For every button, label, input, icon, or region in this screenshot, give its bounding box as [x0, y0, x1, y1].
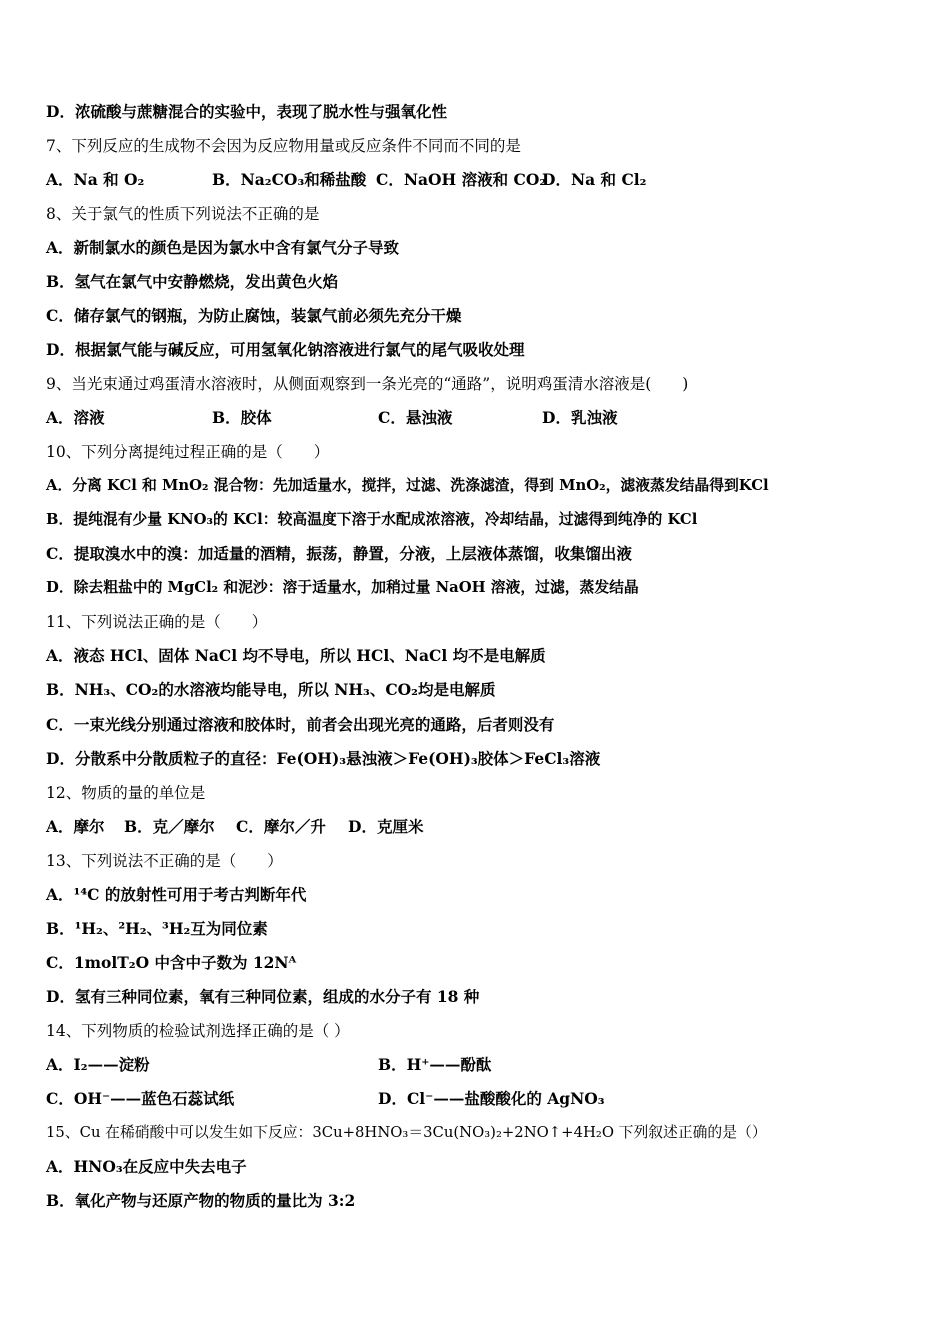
q11-stem: 11、下列说法正确的是（ ） — [46, 613, 268, 631]
q10-option-a: A．分离 KCl 和 MnO₂ 混合物：先加适量水，搅拌，过滤、洗涤滤渣，得到 MnO₂，滤液蒸发结晶得到KCl — [46, 477, 769, 494]
q7-option-d: D．Na 和 Cl₂ — [542, 170, 647, 189]
q14-option-c: C．OH⁻——蓝色石蕊试纸 — [46, 1089, 235, 1108]
q14-stem: 14、下列物质的检验试剂选择正确的是（ ） — [46, 1022, 350, 1040]
q7-option-a: A．Na 和 O₂ — [46, 170, 145, 189]
q8-option-a: A．新制氯水的颜色是因为氯水中含有氯气分子导致 — [46, 238, 400, 257]
q15-stem: 15、Cu 在稀硝酸中可以发生如下反应：3Cu+8HNO₃＝3Cu(NO₃)₂+2NO↑+4H₂O 下列叙述正确的是（） — [46, 1124, 767, 1141]
q12-option-a: A．摩尔 — [46, 817, 105, 836]
q14-option-d: D．Cl⁻——盐酸酸化的 AgNO₃ — [378, 1089, 605, 1108]
q14-option-a: A．I₂——淀粉 — [46, 1055, 150, 1074]
q12-option-b: B．克／摩尔 — [124, 817, 215, 836]
q8-option-d: D．根据氯气能与碱反应，可用氢氧化钠溶液进行氯气的尾气吸收处理 — [46, 340, 525, 359]
q10-option-c: C．提取溴水中的溴：加适量的酒精，振荡，静置，分液，上层液体蒸馏，收集馏出液 — [46, 544, 632, 563]
q9-stem: 9、当光束通过鸡蛋清水溶液时，从侧面观察到一条光亮的“通路”，说明鸡蛋清水溶液是( ) — [46, 375, 689, 393]
q11-option-c: C．一束光线分别通过溶液和胶体时，前者会出现光亮的通路，后者则没有 — [46, 715, 555, 734]
q11-option-a: A．液态 HCl、固体 NaCl 均不导电，所以 HCl、NaCl 均不是电解质 — [46, 646, 546, 665]
q12-option-d: D．克厘米 — [348, 817, 424, 836]
q8-option-c: C．储存氯气的钢瓶，为防止腐蚀，装氯气前必须先充分干燥 — [46, 306, 462, 325]
q9-option-b: B．胶体 — [212, 408, 272, 427]
q7-option-c: C．NaOH 溶液和 CO₂ — [376, 170, 547, 189]
q9-option-c: C．悬浊液 — [378, 408, 453, 427]
q11-option-d: D．分散系中分散质粒子的直径：Fe(OH)₃悬浊液＞Fe(OH)₃胶体＞FeCl₃溶液 — [46, 749, 601, 768]
q13-option-a: A．¹⁴C 的放射性可用于考古判断年代 — [46, 885, 307, 904]
q7-stem: 7、下列反应的生成物不会因为反应物用量或反应条件不同而不同的是 — [46, 137, 521, 155]
q10-stem: 10、下列分离提纯过程正确的是（ ） — [46, 443, 330, 461]
q13-option-d: D．氢有三种同位素，氧有三种同位素，组成的水分子有 18 种 — [46, 987, 480, 1006]
q13-stem: 13、下列说法不正确的是（ ） — [46, 852, 283, 870]
q9-option-d: D．乳浊液 — [542, 408, 618, 427]
q11-option-b: B．NH₃、CO₂的水溶液均能导电，所以 NH₃、CO₂均是电解质 — [46, 680, 496, 699]
q8-stem: 8、关于氯气的性质下列说法不正确的是 — [46, 205, 320, 223]
q7-option-b: B．Na₂CO₃和稀盐酸 — [212, 170, 367, 189]
q12-stem: 12、物质的量的单位是 — [46, 784, 206, 802]
q12-option-c: C．摩尔／升 — [236, 817, 326, 836]
q15-option-b: B．氧化产物与还原产物的物质的量比为 3:2 — [46, 1191, 356, 1210]
q13-option-b: B．¹H₂、²H₂、³H₂互为同位素 — [46, 919, 268, 938]
q8-option-b: B．氢气在氯气中安静燃烧，发出黄色火焰 — [46, 272, 339, 291]
q10-option-b: B．提纯混有少量 KNO₃的 KCl：较高温度下溶于水配成浓溶液，冷却结晶，过滤得到纯净的 KCl — [46, 511, 698, 528]
q14-option-b: B．H⁺——酚酞 — [378, 1055, 492, 1074]
q9-option-a: A．溶液 — [46, 408, 105, 427]
q6-option-d: D．浓硫酸与蔗糖混合的实验中，表现了脱水性与强氧化性 — [46, 102, 447, 121]
q13-option-c: C．1molT₂O 中含中子数为 12Nᴬ — [46, 953, 297, 972]
q10-option-d: D．除去粗盐中的 MgCl₂ 和泥沙：溶于适量水，加稍过量 NaOH 溶液，过滤，蒸发结晶 — [46, 579, 639, 596]
q15-option-a: A．HNO₃在反应中失去电子 — [46, 1157, 247, 1176]
